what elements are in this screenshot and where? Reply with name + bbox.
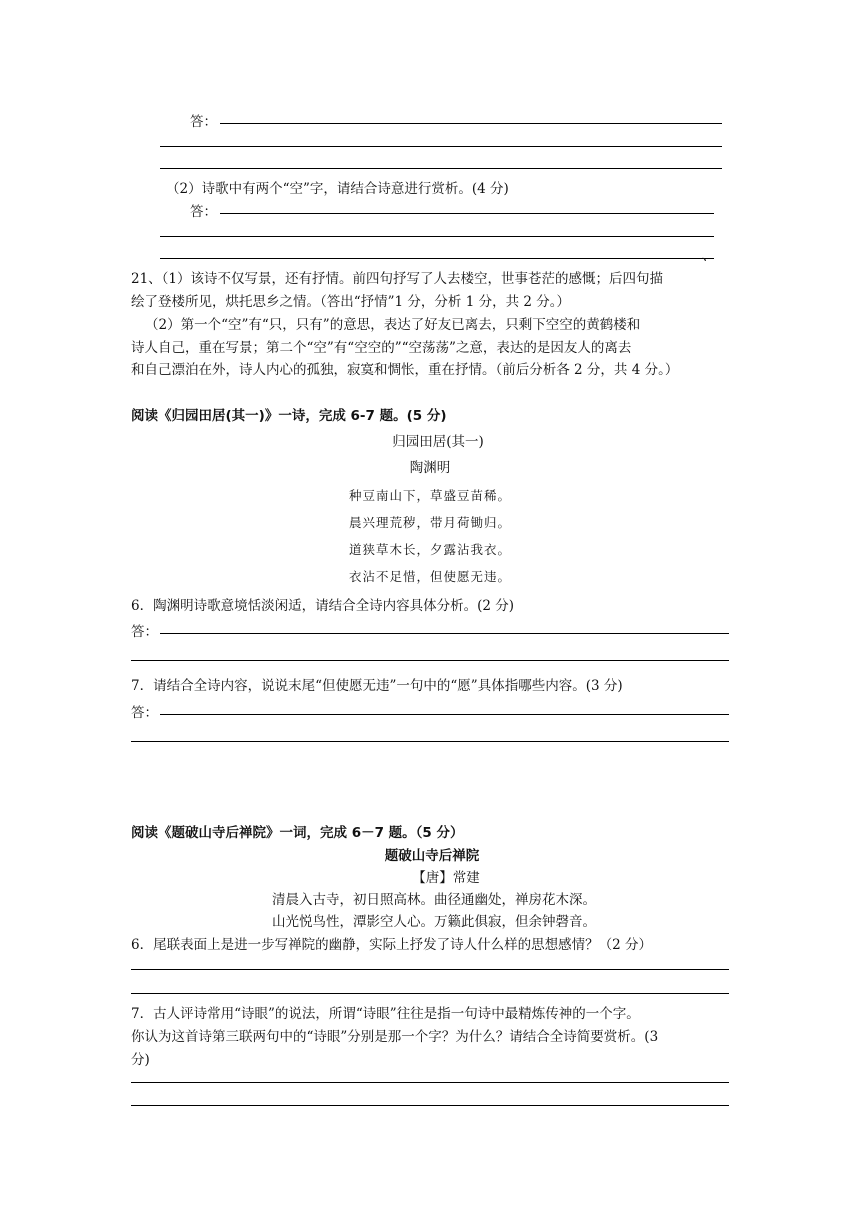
question-6: 6．尾联表面上是进一步写禅院的幽静，实际上抒发了诗人什么样的思想感情？（2 分） [131,937,652,953]
answer-line [220,213,714,214]
question-7: 分) [131,1052,150,1068]
poem-line: 晨兴理荒秽，带月荷锄归。 [348,515,511,530]
answer-line [220,123,722,124]
answer-line [160,168,722,169]
poem-line: 种豆南山下，草盛豆苗稀。 [348,488,511,503]
answer-line [160,714,729,715]
answer-line [131,993,729,994]
poem-author: 【唐】常建 [412,870,480,886]
answer-line [160,236,714,237]
poem-line: 清晨入古寺，初日照高林。曲径通幽处，禅房花木深。 [272,892,596,908]
poem-author: 陶渊明 [409,460,451,476]
answer-label: 答： [190,204,217,220]
poem-line: 衣沾不足惜，但使愿无违。 [348,569,511,584]
stray-mark: 、 [702,248,716,264]
poem-line: 道狭草木长，夕露沾我衣。 [348,542,511,557]
key-line: 21、（1）该诗不仅写景，还有抒情。前四句抒写了人去楼空，世事苍茫的感慨；后四句描 [131,271,664,287]
poem-line: 山光悦鸟性，潭影空人心。万籁此俱寂，但余钟磬音。 [272,914,596,930]
answer-line [160,633,729,634]
poem-title: 归园田居(其一) [392,434,484,450]
question-2: （2）诗歌中有两个“空”字，请结合诗意进行赏析。(4 分) [166,181,509,197]
answer-line [131,1105,729,1106]
answer-line [160,258,714,259]
reading-heading: 阅读《题破山寺后禅院》一词，完成 6－7 题。（5 分） [131,825,464,841]
question-7: 7．请结合全诗内容，说说末尾“但使愿无违”一句中的“愿”具体指哪些内容。(3 分) [131,678,623,694]
reading-heading: 阅读《归园田居(其一)》一诗，完成 6-7 题。(5 分) [131,408,447,424]
answer-line [131,660,729,661]
answer-line [131,969,729,970]
question-7: 7．古人评诗常用“诗眼”的说法，所谓“诗眼”往往是指一句诗中最精炼传神的一个字。 [131,1006,640,1022]
poem-title: 题破山寺后禅院 [384,848,480,864]
answer-label: 答： [190,114,217,130]
key-line: 绘了登楼所见，烘托思乡之情。（答出“抒情”1 分，分析 1 分，共 2 分。） [131,294,571,310]
answer-line [131,1082,729,1083]
answer-label: 答： [131,705,158,721]
question-6: 6．陶渊明诗歌意境恬淡闲适，请结合全诗内容具体分析。(2 分) [131,598,515,614]
answer-label: 答： [131,624,158,640]
answer-line [131,741,729,742]
question-7: 你认为这首诗第三联两句中的“诗眼”分别是那一个字？为什么？请结合全诗简要赏析。(3 [131,1029,659,1045]
key-line: 诗人自己，重在写景；第二个“空”有“空空的”“空荡荡”之意，表达的是因友人的离去 [131,340,632,356]
answer-line [160,146,722,147]
key-line: （2）第一个“空”有“只，只有”的意思，表达了好友已离去，只剩下空空的黄鹤楼和 [145,317,641,333]
key-line: 和自己漂泊在外，诗人内心的孤独，寂寞和惆怅，重在抒情。（前后分析各 2 分，共 4 分。） [131,362,679,378]
